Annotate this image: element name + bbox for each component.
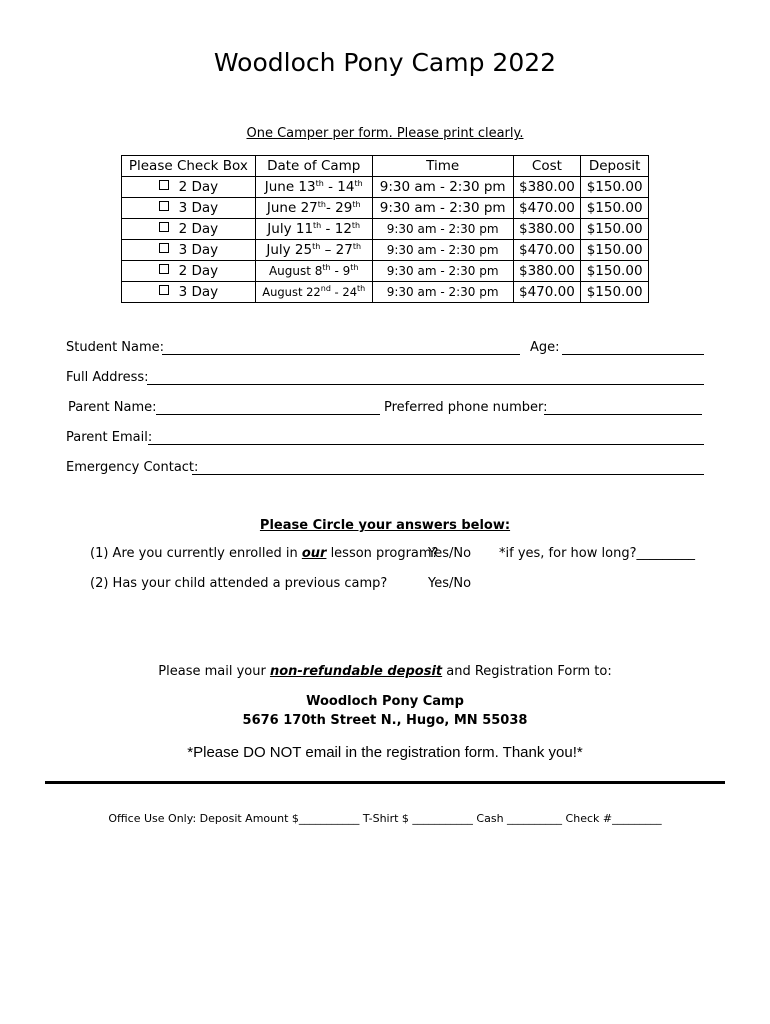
- age-field[interactable]: [562, 354, 704, 355]
- camp-cost: $470.00: [513, 240, 581, 261]
- parent-name-field[interactable]: [156, 414, 380, 415]
- age-label: Age:: [530, 340, 560, 355]
- camp-deposit: $150.00: [581, 261, 649, 282]
- emergency-contact-label: Emergency Contact:: [66, 460, 199, 475]
- table-row: [122, 240, 649, 261]
- camp-cost: $470.00: [513, 198, 581, 219]
- email-warning: *Please DO NOT email in the registration form. Thank you!*: [187, 744, 583, 761]
- question-2-answer[interactable]: Yes/No: [428, 576, 472, 591]
- camp-date: July 11th - 12th: [255, 219, 372, 240]
- camp-length: 2 Day: [178, 221, 219, 237]
- table-row: [122, 261, 649, 282]
- camp-length: 3 Day: [178, 242, 219, 258]
- camp-cost: $380.00: [513, 219, 581, 240]
- checkbox[interactable]: [159, 285, 169, 295]
- question-1-note: *if yes, for how long?_________: [499, 546, 695, 561]
- camp-cost: $380.00: [513, 261, 581, 282]
- camp-time: 9:30 am - 2:30 pm: [372, 177, 513, 198]
- camp-checkbox-cell[interactable]: [122, 219, 256, 240]
- student-name-field[interactable]: [162, 354, 520, 355]
- header-time: Time: [372, 156, 513, 177]
- student-name-label: Student Name:: [66, 340, 165, 355]
- office-use-only: Office Use Only: Deposit Amount $___________ T-Shirt $ ___________ Cash __________ Check #_________: [108, 812, 662, 825]
- mail-organization: Woodloch Pony Camp: [306, 694, 464, 709]
- checkbox[interactable]: [159, 180, 169, 190]
- question-1-answer[interactable]: Yes/No: [428, 546, 472, 561]
- header-check-box: Please Check Box: [122, 156, 256, 177]
- camp-length: 2 Day: [178, 263, 219, 279]
- camp-schedule-table: [121, 155, 649, 303]
- checkbox[interactable]: [159, 222, 169, 232]
- camp-time: 9:30 am - 2:30 pm: [372, 282, 513, 303]
- camp-deposit: $150.00: [581, 219, 649, 240]
- parent-email-label: Parent Email:: [66, 430, 153, 445]
- checkbox[interactable]: [159, 201, 169, 211]
- camp-date: June 27th- 29th: [255, 198, 372, 219]
- mail-address: 5676 170th Street N., Hugo, MN 55038: [242, 713, 528, 728]
- full-address-field[interactable]: [147, 384, 704, 385]
- mail-emphasis: non-refundable deposit: [269, 664, 443, 679]
- camp-time: 9:30 am - 2:30 pm: [372, 261, 513, 282]
- question-2: (2) Has your child attended a previous camp?: [90, 576, 388, 591]
- camp-checkbox-cell[interactable]: [122, 240, 256, 261]
- table-row: [122, 177, 649, 198]
- camp-cost: $380.00: [513, 177, 581, 198]
- header-cost: Cost: [513, 156, 581, 177]
- question-1: (1) Are you currently enrolled in our lesson program?: [90, 546, 439, 561]
- parent-name-label: Parent Name:: [68, 400, 157, 415]
- form-instructions: One Camper per form. Please print clearly.: [246, 126, 524, 141]
- preferred-phone-label: Preferred phone number:: [384, 400, 548, 415]
- camp-deposit: $150.00: [581, 198, 649, 219]
- camp-time: 9:30 am - 2:30 pm: [372, 198, 513, 219]
- camp-length: 2 Day: [178, 179, 219, 195]
- question-1-emphasis: our: [301, 546, 327, 561]
- full-address-label: Full Address:: [66, 370, 149, 385]
- camp-deposit: $150.00: [581, 282, 649, 303]
- camp-time: 9:30 am - 2:30 pm: [372, 240, 513, 261]
- preferred-phone-field[interactable]: [544, 414, 702, 415]
- camp-checkbox-cell[interactable]: [122, 177, 256, 198]
- table-row: [122, 219, 649, 240]
- checkbox[interactable]: [159, 264, 169, 274]
- camp-length: 3 Day: [178, 200, 219, 216]
- emergency-contact-field[interactable]: [192, 474, 704, 475]
- camp-time: 9:30 am - 2:30 pm: [372, 219, 513, 240]
- camp-date: June 13th - 14th: [255, 177, 372, 198]
- camp-date: August 8th - 9th: [255, 261, 372, 282]
- page-title: Woodloch Pony Camp 2022: [213, 48, 557, 77]
- table-row: [122, 198, 649, 219]
- camp-deposit: $150.00: [581, 240, 649, 261]
- questions-heading: Please Circle your answers below:: [259, 518, 511, 533]
- camp-date: July 25th – 27th: [255, 240, 372, 261]
- mail-instructions: Please mail your non-refundable deposit and Registration Form to:: [158, 664, 612, 679]
- camp-cost: $470.00: [513, 282, 581, 303]
- table-header-row: [122, 156, 649, 177]
- parent-email-field[interactable]: [148, 444, 704, 445]
- camp-date: August 22nd - 24th: [255, 282, 372, 303]
- header-date: Date of Camp: [255, 156, 372, 177]
- table-row: [122, 282, 649, 303]
- divider: [45, 781, 725, 784]
- camp-checkbox-cell[interactable]: [122, 282, 256, 303]
- camp-checkbox-cell[interactable]: [122, 261, 256, 282]
- camp-length: 3 Day: [178, 284, 219, 300]
- header-deposit: Deposit: [581, 156, 649, 177]
- camp-deposit: $150.00: [581, 177, 649, 198]
- camp-checkbox-cell[interactable]: [122, 198, 256, 219]
- checkbox[interactable]: [159, 243, 169, 253]
